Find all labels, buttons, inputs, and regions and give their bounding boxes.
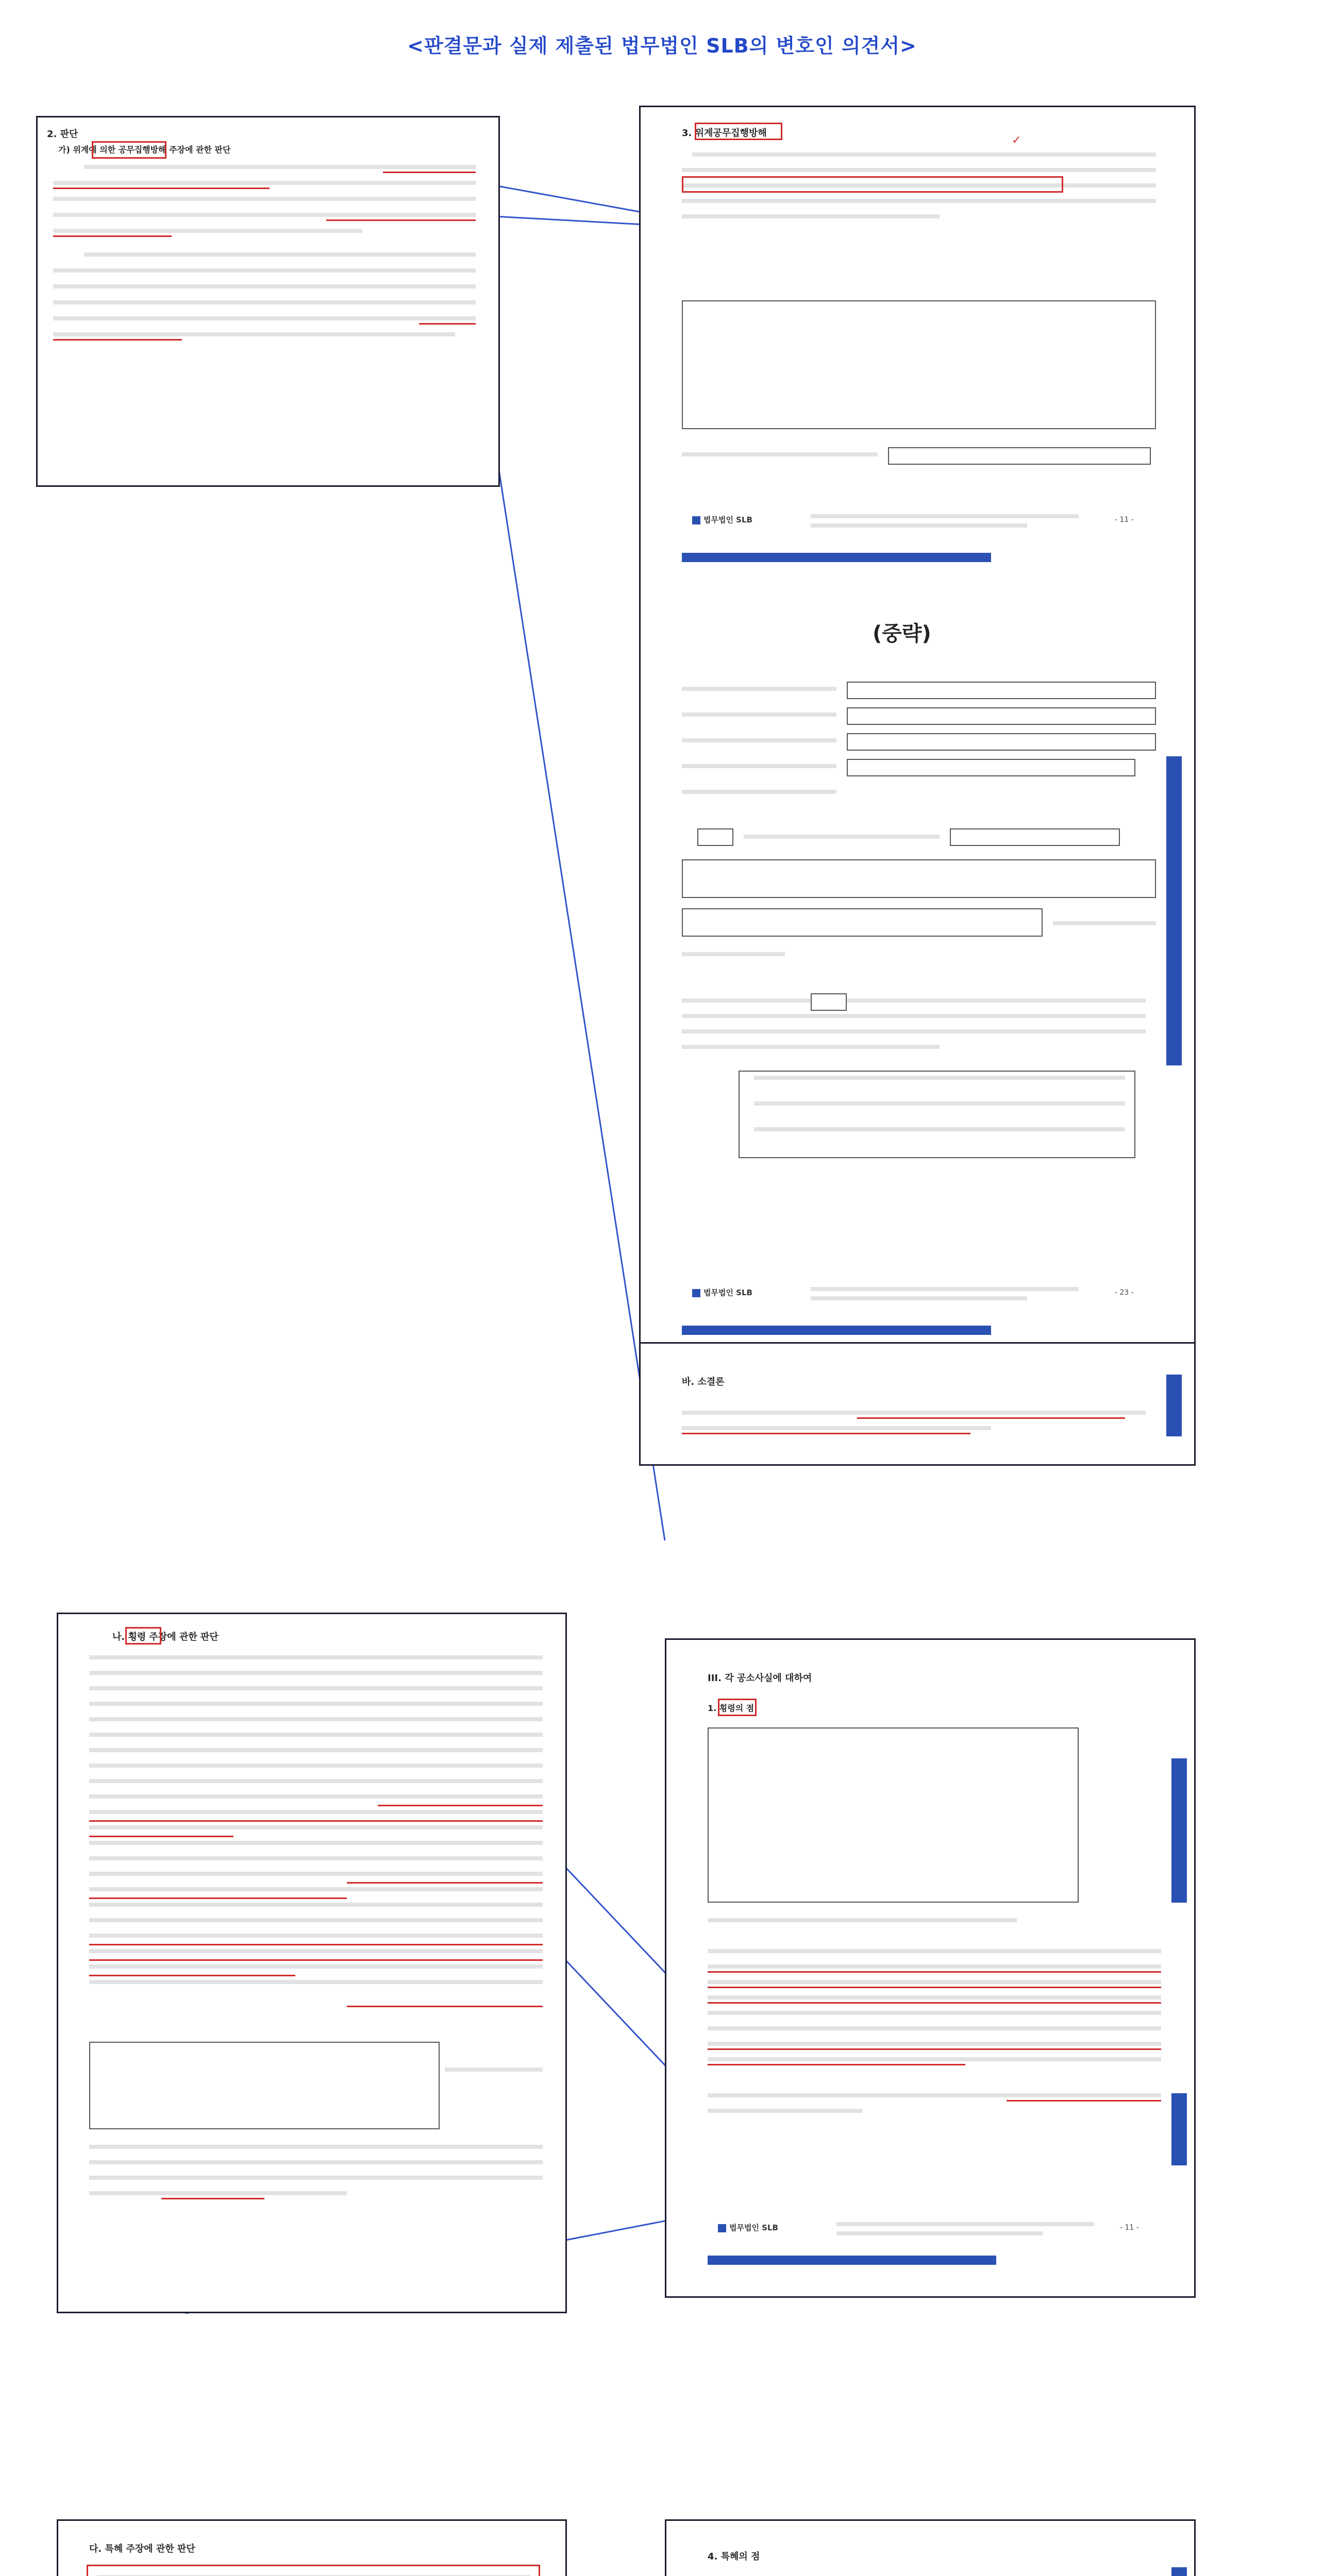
judgment-section-heading: 2. 판단 [47,129,78,140]
omitted-marker: (중략) [873,622,931,646]
opinion-item-heading: 4. 특혜의 점 [708,2551,760,2562]
page-number: - 11 - [1115,516,1134,524]
opinion-page-3 [665,2519,1196,2576]
opinion-section-heading: III. 각 공소사실에 대하여 [708,1673,812,1684]
opinion-page-1: 3. 위계공무집행방해 ✓ 법무법인 SLB - 11 - (중략) 법무법인 SLB - 23 - [639,106,1196,1347]
judgment-page-3 [57,2519,567,2576]
opinion-heading-obstruction: 3. 위계공무집행방해 [682,128,767,139]
judgment-subsection-heading: 나. 횡령 주장에 관한 판단 [112,1632,219,1642]
page-title: <판결문과 실제 제출된 법무법인 SLB의 변호인 의견서> [407,35,917,57]
judgment-subsection-heading: 다. 특혜 주장에 관한 판단 [89,2544,195,2554]
opinion-page-2: III. 각 공소사실에 대하여 1. 횡령의 점 법무법인 SLB - 11 - [665,1638,1196,2298]
page-number: - 23 - [1115,1289,1134,1297]
judgment-page-1 [36,116,500,487]
opinion-page-1-conclusion [639,1342,1196,1466]
judgment-subsection-heading: 가) 위계에 의한 공무집행방해 주장에 관한 판단 [58,145,231,155]
firm-logo: 법무법인 SLB [692,514,752,525]
opinion-conclusion-heading: 바. 소결론 [682,1377,725,1387]
judgment-page-2 [57,1613,567,2313]
page-number: - 11 - [1120,2224,1139,2232]
opinion-item-heading: 1. 횡령의 점 [708,1703,755,1713]
